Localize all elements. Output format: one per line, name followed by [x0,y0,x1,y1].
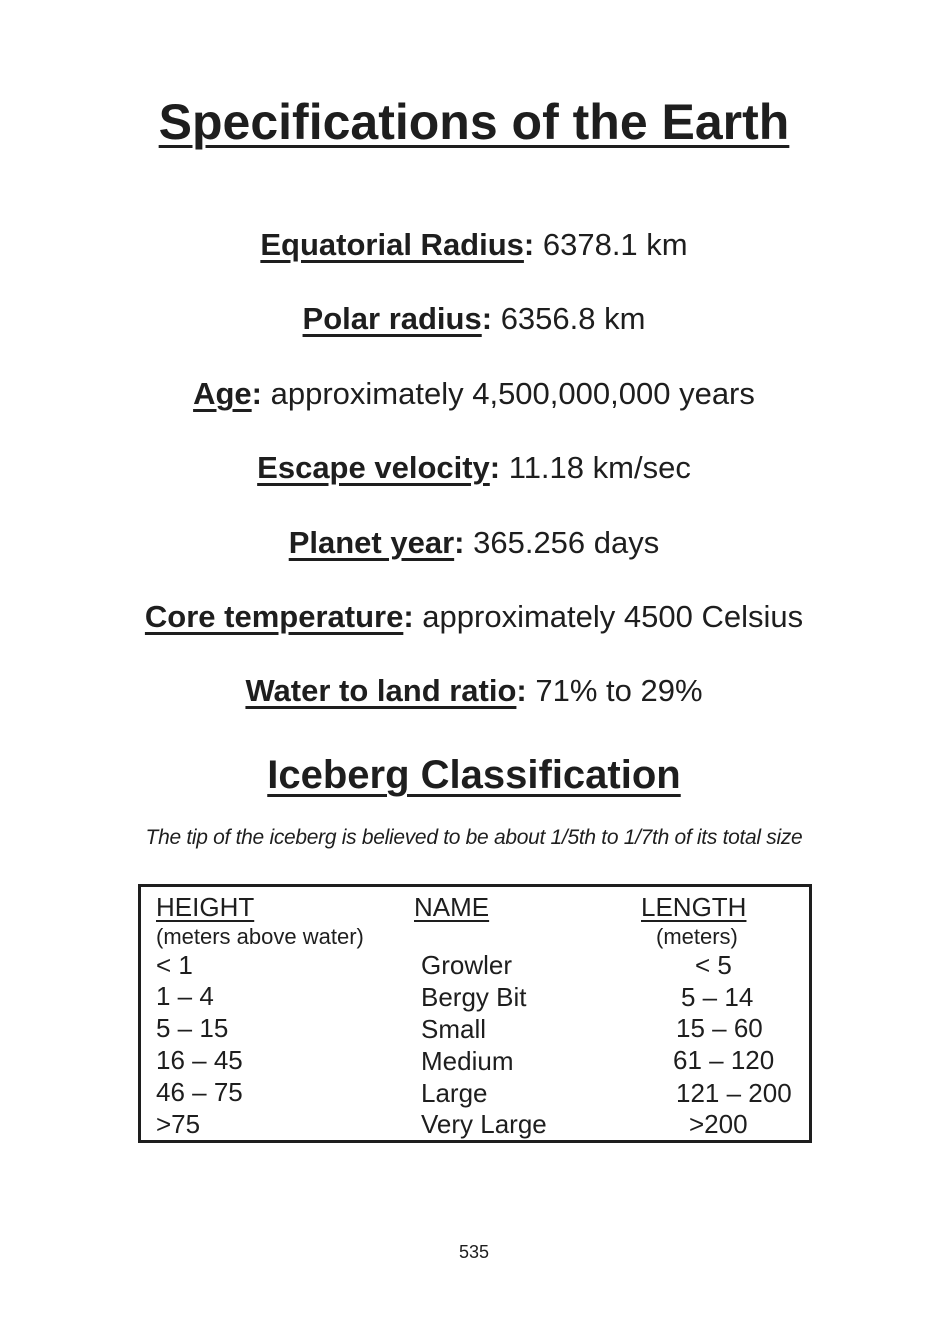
spec-water-to-land-ratio: Water to land ratio: 71% to 29% [245,673,703,709]
spec-label: Age [193,375,252,411]
iceberg-table [138,884,812,1143]
spec-label: Planet year [288,524,455,560]
table-cell-name: Growler [421,950,513,980]
table-cell-length: 15 – 60 [676,1013,763,1043]
table-cell-height: >75 [156,1109,201,1139]
spec-equatorial-radius: Equatorial Radius: 6378.1 km [260,227,688,262]
spec-value: 6356.8 km [500,301,646,337]
spec-value: approximately 4500 Celsius [422,598,804,634]
table-cell-name: Medium [421,1046,514,1076]
table-cell-length: >200 [689,1109,748,1139]
spec-value: 71% to 29% [535,673,703,709]
table-cell-height: 5 – 15 [156,1013,229,1043]
earth-specs-list [0,223,948,744]
page-title: Specifications of the Earth [158,94,790,150]
table-cell-length: 61 – 120 [673,1045,775,1075]
spec-escape-velocity: Escape velocity: 11.18 km/sec [257,450,691,486]
table-cell-height: 46 – 75 [156,1077,243,1107]
table-cell-name: Very Large [421,1109,547,1139]
table-cell-length: < 5 [695,950,732,980]
header-height-unit: (meters above water) [156,924,364,949]
iceberg-note: The tip of the iceberg is believed to be about 1/5th to 1/7th of its total size [145,826,803,849]
table-cell-length: 121 – 200 [676,1078,792,1108]
spec-value: 365.256 days [473,524,660,560]
table-cell-length: 5 – 14 [681,982,754,1012]
spec-label: Water to land ratio [245,673,517,709]
spec-label: Core temperature [144,598,404,634]
table-cell-height: 16 – 45 [156,1045,243,1075]
spec-value: 6378.1 km [542,227,688,262]
spec-label: Equatorial Radius [260,227,524,262]
spec-value: 11.18 km/sec [508,450,691,486]
spec-polar-radius: Polar radius: 6356.8 km [302,301,646,337]
spec-label: Escape velocity [257,450,490,486]
table-cell-name: Bergy Bit [421,982,527,1012]
spec-age: Age: approximately 4,500,000,000 years [193,375,755,411]
table-cell-name: Small [421,1014,487,1044]
spec-value: approximately 4,500,000,000 years [270,375,755,411]
spec-core-temperature: Core temperature: approximately 4500 Celsius [144,598,804,634]
table-cell-height: < 1 [156,950,193,980]
header-height: HEIGHT [156,892,255,922]
header-length-unit: (meters) [656,924,738,949]
table-cell-height: 1 – 4 [156,981,214,1011]
header-name: NAME [414,892,490,922]
spec-planet-year: Planet year: 365.256 days [288,524,660,560]
table-cell-name: Large [421,1078,488,1108]
header-length: LENGTH [641,892,747,922]
section-title-iceberg: Iceberg Classification [267,753,681,797]
page-number: 535 [458,1242,490,1262]
spec-label: Polar radius [302,301,482,337]
